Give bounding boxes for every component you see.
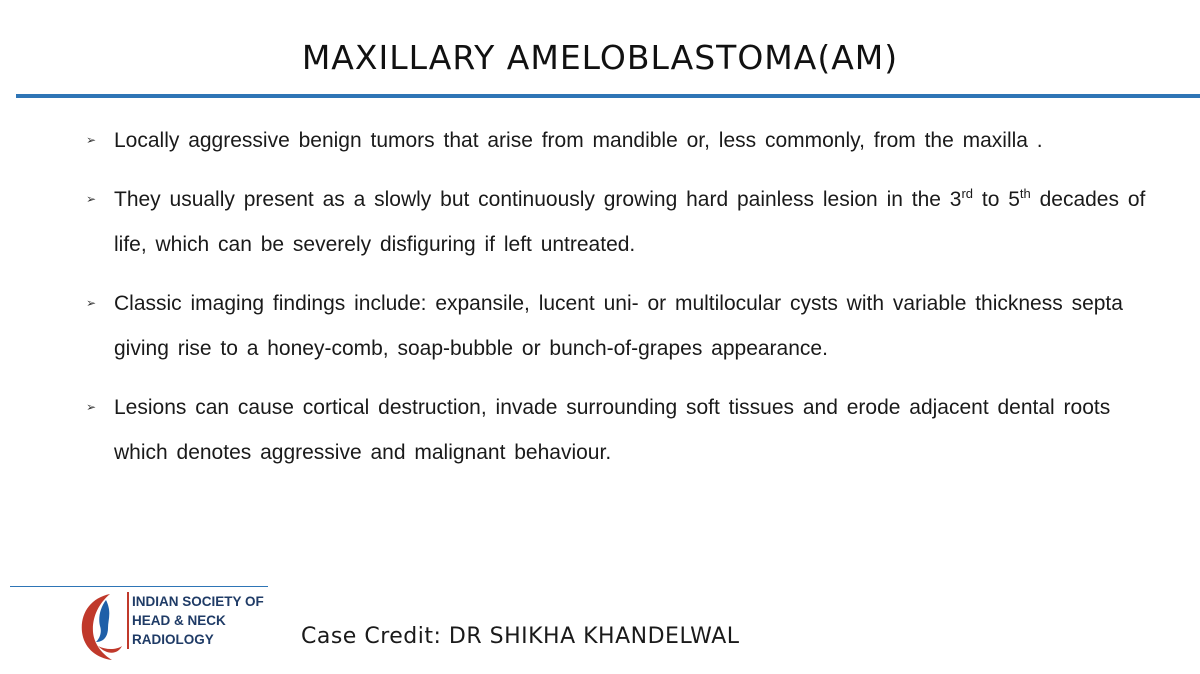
organization-name-line: RADIOLOGY <box>132 632 214 647</box>
bullet-item <box>80 281 1160 371</box>
arrow-bullet-icon: ➢ <box>86 192 97 206</box>
bullet-text: Locally aggressive benign tumors that arise from mandible or, less commonly, from the maxilla . <box>114 129 1043 152</box>
organization-name-line: HEAD & NECK <box>132 613 226 628</box>
bullet-item <box>80 177 1160 267</box>
bullet-item <box>80 118 1160 163</box>
bullet-item <box>80 385 1160 475</box>
case-credit: Case Credit: DR SHIKHA KHANDELWAL <box>301 624 740 649</box>
footer-divider <box>10 586 268 587</box>
bullet-text: Classic imaging findings include: expansile, lucent uni- or multilocular cysts with variable thickness septa giving rise to a honey-comb, soap-bubble or bunch-of-grapes appearance. <box>114 292 1123 360</box>
organization-name-line: INDIAN SOCIETY OF <box>132 594 264 609</box>
title-divider <box>16 94 1200 98</box>
isnhr-logo-icon <box>76 590 126 664</box>
arrow-bullet-icon: ➢ <box>86 296 97 310</box>
organization-name <box>127 592 264 649</box>
slide-title: MAXILLARY AMELOBLASTOMA(AM) <box>301 38 899 77</box>
arrow-bullet-icon: ➢ <box>86 133 97 147</box>
bullet-list <box>80 118 1160 489</box>
bullet-text: They usually present as a slowly but continuously growing hard painless lesion in the 3rd to 5th decades of life, which can be severely disfiguring if left untreated. <box>114 186 1146 256</box>
arrow-bullet-icon: ➢ <box>86 400 97 414</box>
bullet-text: Lesions can cause cortical destruction, invade surrounding soft tissues and erode adjacent dental roots which denotes aggressive and malignant behaviour. <box>114 396 1111 464</box>
